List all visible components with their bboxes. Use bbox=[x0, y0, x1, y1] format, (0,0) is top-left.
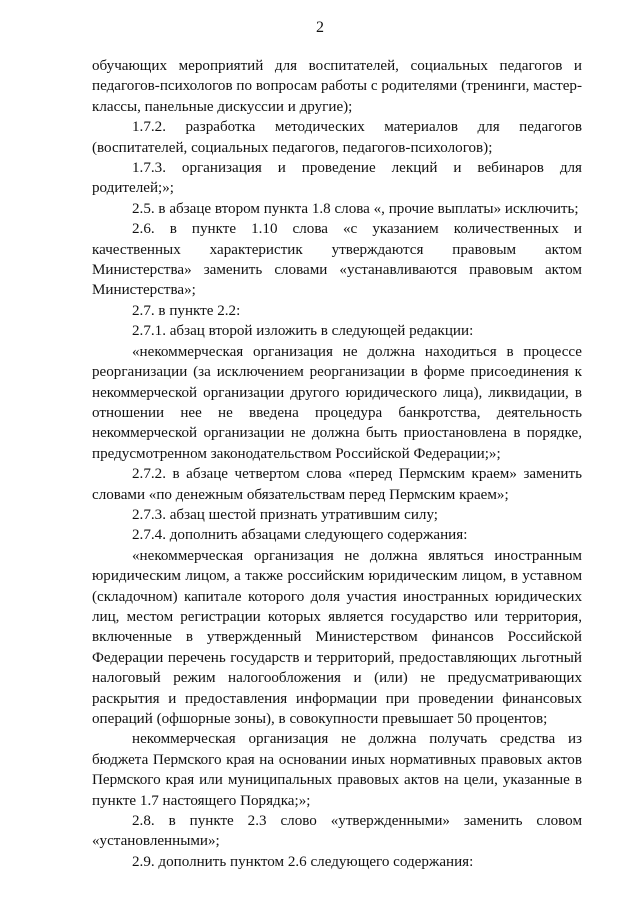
paragraph-2-7-3: 2.7.3. абзац шестой признать утратившим силу; bbox=[132, 506, 438, 523]
paragraph-quote-3: некоммерческая организация не должна получать средства из бюджета Пермского края на основании иных нормативных правовых актов Пермского края или муниципальных правовых актов на цели, указанные в пункте 1.7 настоящего Порядка;»; bbox=[92, 731, 582, 809]
paragraph-1-7-3: 1.7.3. организация и проведение лекций и вебинаров для родителей;»; bbox=[92, 160, 582, 197]
paragraph-1-7-2: 1.7.2. разработка методических материалов для педагогов (воспитателей, социальных педагогов, педагогов-психологов); bbox=[92, 119, 582, 156]
paragraph-2-9: 2.9. дополнить пунктом 2.6 следующего содержания: bbox=[132, 853, 474, 870]
paragraph-quote-2: «некоммерческая организация не должна являться иностранным юридическим лицом, а также российским юридическим лицом, в уставном (складочном) капитале которого доля участия иностранных юридических лиц, местом регистрации которых является государство или территория, включенные в утвержденный Министерством финансов Российской Федерации перечень государств и территорий, предоставляющих льготный налоговый режим налогообложения и (или) не предусматривающих раскрытия и предоставления информации при проведении финансовых операций (офшорные зоны), в совокупности превышает 50 процентов; bbox=[92, 547, 582, 727]
paragraph-2-7-1: 2.7.1. абзац второй изложить в следующей редакции: bbox=[132, 323, 474, 340]
paragraph-continuation: обучающих мероприятий для воспитателей, социальных педагогов и педагогов-психологов по вопросам работы с родителями (тренинги, мастер-классы, панельные дискуссии и другие); bbox=[92, 58, 582, 115]
paragraph-quote-1: «некоммерческая организация не должна находиться в процессе реорганизации (за исключением реорганизации в форме присоединения к некоммерческой организации другого юридического лица), ликвидации, в отношении нее не введена процедура банкротства, деятельность некоммерческой организации не должна быть приостановлена в порядке, предусмотренном законодательством Российской Федерации;»; bbox=[92, 343, 582, 462]
paragraph-2-7: 2.7. в пункте 2.2: bbox=[132, 302, 241, 319]
paragraph-2-5: 2.5. в абзаце втором пункта 1.8 слова «, прочие выплаты» исключить; bbox=[132, 200, 579, 217]
page-number: 2 bbox=[316, 19, 324, 36]
paragraph-2-8: 2.8. в пункте 2.3 слово «утвержденными» заменить словом «установленными»; bbox=[92, 813, 582, 850]
paragraph-2-6: 2.6. в пункте 1.10 слова «с указанием количественных и качественных характеристик утверждаются правовым актом Министерства» заменить словами «устанавливаются правовым актом Министерства»; bbox=[92, 221, 582, 299]
document-body bbox=[92, 56, 582, 872]
paragraph-2-7-2: 2.7.2. в абзаце четвертом слова «перед Пермским краем» заменить словами «по денежным обязательствам перед Пермским краем»; bbox=[92, 466, 582, 503]
paragraph-2-7-4: 2.7.4. дополнить абзацами следующего содержания: bbox=[132, 527, 468, 544]
